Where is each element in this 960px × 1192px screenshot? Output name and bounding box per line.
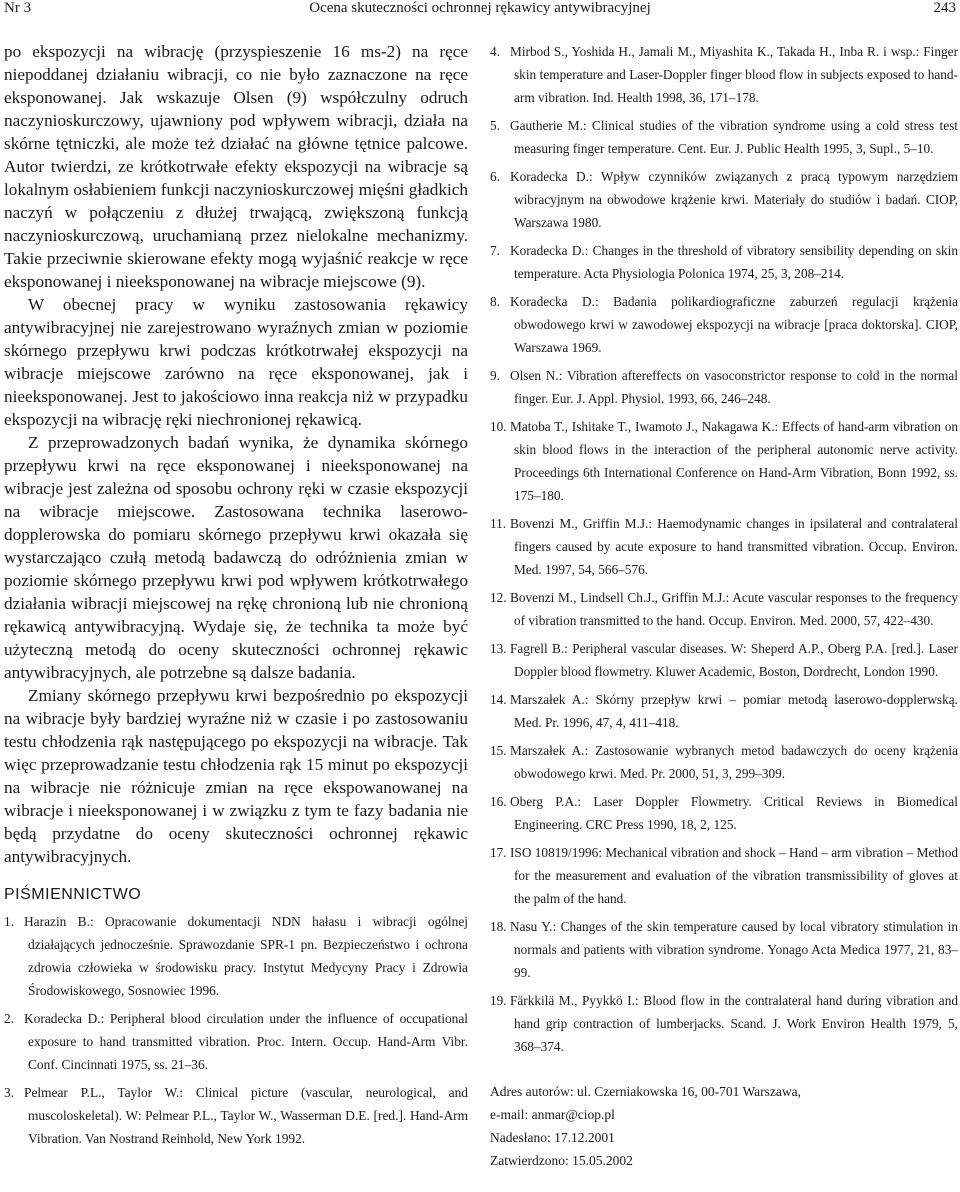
reference-text: Gautherie M.: Clinical studies of the vibration syndrome using a cold stress test measuring finger temperature. Cent. Eur. J. Public Health 1995, 3, Supl., 5–10.: [510, 118, 958, 156]
paragraph: Z przeprowadzonych badań wynika, że dynamika skórnego przepływu krwi na ręce eksponowanej i nieeksponowanej na wibracje jest zależna od sposobu ochrony ręki w czasie ekspozycji na wibracje miejscowe. Zastosowana technika laserowo-dopplerowska do pomiaru skórnego przepływu krwi okazała się wystarczająco czułą metodą badawczą do odróżnienia zmian w poziomie skórnego przepływu krwi pod wpływem krótkotrwałego działania wibracji miejscowej na rękę chronioną lub nie chronioną rękawicą antywibracyjną. Wydaje się, że technika ta może być użyteczną metodą do oceny skuteczności ochronnej rękawic antywibracyjnych, ale potrzebne są dalsze badania.: [4, 433, 468, 682]
reference-number: 6.: [490, 169, 500, 184]
reference-item: [490, 637, 958, 683]
reference-number: 1.: [4, 914, 15, 929]
reference-item: [490, 841, 958, 910]
email-line: e-mail: anmar@ciop.pl: [490, 1107, 615, 1122]
reference-item: [490, 989, 958, 1058]
reference-number: 11.: [490, 516, 507, 531]
running-header: [0, 0, 960, 22]
paragraph: Zmiany skórnego przepływu krwi bezpośrednio po ekspozycji na wibracje były bardziej wyraźne niż w czasie i po zastosowaniu testu chłodzenia rąk następującego po ekspozycji na wibracje. Tak więc przeprowadzanie testu chłodzenia rąk 15 minut po ekspozycji na wibracje nie różnicuje zmian na ręce ekspowanowanej na wibracje i nieeksponowanej i w związku z tym te fazy badania nie będą przydatne do oceny skuteczności ochronnej rękawic antywibracyjnych.: [4, 686, 468, 866]
reference-number: 8.: [490, 294, 500, 309]
reference-text: Marszałek A.: Zastosowanie wybranych metod badawczych do oceny krążenia obwodowego krwi. Med. Pr. 2000, 51, 3, 299–309.: [510, 743, 958, 781]
reference-item: [490, 586, 958, 632]
reference-number: 18.: [490, 919, 507, 934]
reference-list-right: [490, 40, 958, 1058]
reference-text: ISO 10819/1996: Mechanical vibration and shock – Hand – arm vibration – Method for the measurement and evaluation of the vibration transmissibility of gloves at the palm of the hand.: [510, 845, 958, 906]
reference-text: Olsen N.: Vibration aftereffects on vasoconstrictor response to cold in the normal finger. Eur. J. Appl. Physiol. 1993, 66, 246–248.: [510, 368, 958, 406]
reference-number: 16.: [490, 794, 507, 809]
reference-text: Bovenzi M., Lindsell Ch.J., Griffin M.J.: Acute vascular responses to the frequency of vibration transmitted to the hand. Occup. Environ. Med. 2000, 57, 422–430.: [510, 590, 958, 628]
reference-item: [490, 415, 958, 507]
approved-date: Zatwierdzono: 15.05.2002: [490, 1153, 633, 1168]
reference-item: [490, 364, 958, 410]
reference-item: [490, 40, 958, 109]
reference-number: 4.: [490, 44, 500, 59]
references-heading: PIŚMIENNICTWO: [4, 886, 142, 903]
body-text: [4, 40, 468, 868]
reference-item: [490, 290, 958, 359]
reference-item: [490, 165, 958, 234]
reference-number: 3.: [4, 1085, 15, 1100]
address-line: Adres autorów: ul. Czerniakowska 16, 00-701 Warszawa,: [490, 1084, 801, 1099]
reference-item: [490, 688, 958, 734]
reference-text: Oberg P.A.: Laser Doppler Flowmetry. Critical Reviews in Biomedical Engineering. CRC Press 1990, 18, 2, 125.: [510, 794, 958, 832]
reference-text: Pelmear P.L., Taylor W.: Clinical picture (vascular, neurological, and muscoloskeletal). W: Pelmear P.L., Taylor W., Wasserman D.E. [red.]. Hand-Arm Vibration. Van Nostrand Reinhold, New York 1992.: [24, 1085, 468, 1146]
reference-text: Koradecka D.: Changes in the threshold of vibratory sensibility depending on skin temperature. Acta Physiologia Polonica 1974, 25, 3, 208–214.: [510, 243, 958, 281]
running-title: Ocena skuteczności ochronnej rękawicy antywibracyjnej: [309, 0, 651, 16]
reference-item: [490, 790, 958, 836]
reference-number: 13.: [490, 641, 507, 656]
reference-number: 12.: [490, 590, 507, 605]
reference-number: 2.: [4, 1011, 15, 1026]
reference-list-left: [4, 910, 468, 1150]
reference-number: 19.: [490, 993, 507, 1008]
reference-number: 14.: [490, 692, 507, 707]
reference-number: 7.: [490, 243, 500, 258]
reference-text: Färkkilä M., Pyykkö I.: Blood flow in the contralateral hand during vibration and hand grip contraction of lumberjacks. Scand. J. Work Environ Health 1979, 5, 368–374.: [510, 993, 958, 1054]
reference-text: Bovenzi M., Griffin M.J.: Haemodynamic changes in ipsilateral and contralateral fingers caused by acute exposure to hand transmitted vibration. Occup. Environ. Med. 1997, 54, 566–576.: [510, 516, 958, 577]
reference-number: 5.: [490, 118, 500, 133]
reference-item: [490, 915, 958, 984]
reference-text: Nasu Y.: Changes of the skin temperature caused by local vibratory stimulation in normals and patients with vibration syndrome. Yonago Acta Medica 1977, 21, 83–99.: [510, 919, 958, 980]
paragraph: W obecnej pracy w wyniku zastosowania rękawicy antywibracyjnej nie zarejestrowano wyraźnych zmian w poziomie skórnego przepływu krwi podczas krótkotrwałej ekspozycji na wibracje miejscowe zarówno na ręce eksponowanej, jak i nieeksponowanej. Jest to jakościowo inna reakcja niż w przypadku ekspozycji na wibrację ręki niechronionej rękawicą.: [4, 295, 468, 429]
received-date: Nadesłano: 17.12.2001: [490, 1130, 615, 1145]
reference-item: [490, 512, 958, 581]
reference-number: 15.: [490, 743, 507, 758]
reference-number: 9.: [490, 368, 500, 383]
reference-text: Mirbod S., Yoshida H., Jamali M., Miyashita K., Takada H., Inba R. i wsp.: Finger skin temperature and Laser-Doppler finger blood flow in subjects exposed to hand-arm vibration. Ind. Health 1998, 36, 171–178.: [510, 44, 958, 105]
reference-item: [490, 739, 958, 785]
reference-text: Harazin B.: Opracowanie dokumentacji NDN hałasu i wibracji ogólnej działających jednocześnie. Sprawozdanie SPR-1 pn. Bezpieczeństwo i ochrona zdrowia człowieka w środowisku pracy. Instytut Medycyny Pracy i Zdrowia Środowiskowego, Sosnowiec 1996.: [24, 914, 468, 998]
reference-text: Koradecka D.: Peripheral blood circulation under the influence of occupational exposure to hand transmitted vibration. Proc. Intern. Occup. Hand-Arm Vibr. Conf. Cincinnati 1975, ss. 21–36.: [24, 1011, 468, 1072]
paragraph: po ekspozycji na wibrację (przyspieszenie 16 ms-2) na ręce niepoddanej działaniu wibracji, co nie było zaznaczone na ręce eksponowanej. Jak wskazuje Olsen (9) współczulny odruch naczynioskurczowy, ujawniony pod wpływem wibracji, działa na skórne tętniczki, ale może też działać na główne tętnice palcowe. Autor twierdzi, ze krótkotrwałe efekty ekspozycji na wibracje są lokalnym osłabieniem funkcji naczynioskurczowej mięśni gładkich naczyń w połączeniu z dłużej trwającą, zwiększoną funkcją naczynioskurczową, uruchamianą przez nielokalne mechanizmy. Takie przeciwnie skierowane efekty mogą wyjaśnić reakcje w ręce eksponowanej i nieeksponowanej na wibracje miejscowe (9).: [4, 42, 468, 291]
reference-text: Koradecka D.: Wpływ czynników związanych z pracą typowym narzędziem wibracyjnym na obwodowe krążenie krwi. Materiały do studiów i badań. CIOP, Warszawa 1980.: [510, 169, 958, 230]
reference-item: [490, 239, 958, 285]
right-column: [490, 40, 958, 1172]
reference-item: [4, 910, 468, 1002]
reference-item: [4, 1007, 468, 1076]
reference-item: [4, 1081, 468, 1150]
reference-number: 17.: [490, 845, 507, 860]
author-address: [490, 1080, 958, 1172]
reference-text: Matoba T., Ishitake T., Iwamoto J., Nakagawa K.: Effects of hand-arm vibration on skin blood flows in the interaction of the peripheral autonomic nerve activity. Proceedings 6th International Conference on Hand-Arm Vibration, Bonn 1992, ss. 175–180.: [510, 419, 958, 503]
page-number: 243: [933, 0, 956, 16]
reference-text: Marszałek A.: Skórny przepływ krwi – pomiar metodą laserowo-dopplerwską. Med. Pr. 1996, 47, 4, 411–418.: [510, 692, 958, 730]
reference-number: 10.: [490, 419, 507, 434]
reference-text: Fagrell B.: Peripheral vascular diseases. W: Sheperd A.P., Oberg P.A. [red.]. Laser Doppler blood flowmetry. Kluwer Academic, Boston, Dordrecht, London 1990.: [510, 641, 958, 679]
left-column: [4, 40, 468, 1155]
issue-number: Nr 3: [4, 0, 32, 16]
reference-text: Koradecka D.: Badania polikardiograficzne zaburzeń regulacji krążenia obwodowego krwi w zawodowej ekspozycji na wibracje [praca doktorska]. CIOP, Warszawa 1969.: [510, 294, 958, 355]
reference-item: [490, 114, 958, 160]
